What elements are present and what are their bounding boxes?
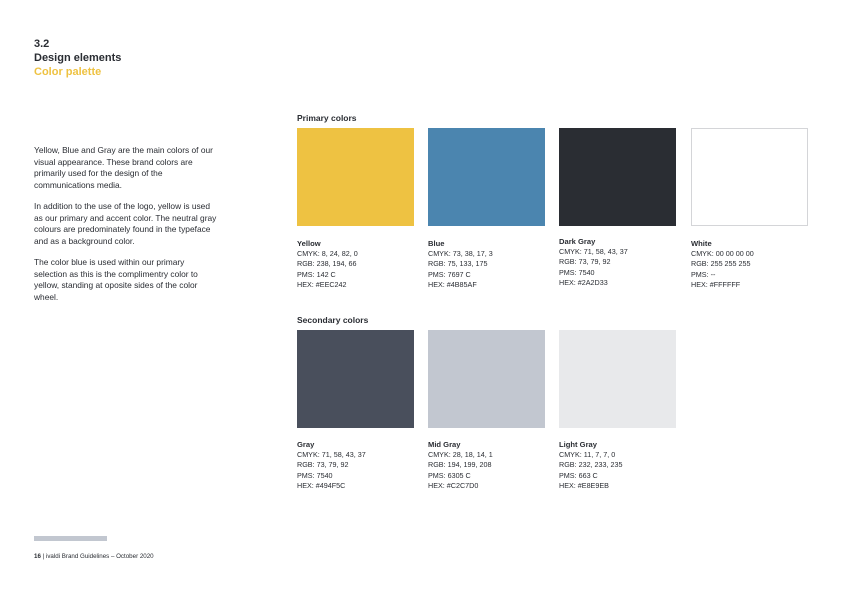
color-rgb: RGB: 194, 199, 208 <box>428 460 492 470</box>
color-pms: PMS: 7540 <box>559 267 595 277</box>
swatch-yellow <box>297 128 414 226</box>
color-info-blue <box>428 239 553 290</box>
color-hex: HEX: #2A2D33 <box>559 277 608 287</box>
swatch-light-gray <box>559 330 676 428</box>
color-info-mid-gray <box>428 440 553 491</box>
page-number: 16 <box>34 553 41 560</box>
footer-text: | ivaldi Brand Guidelines – October 2020 <box>42 553 154 560</box>
color-info-light-gray <box>559 440 684 491</box>
color-pms: PMS: 7697 C <box>428 269 471 279</box>
color-rgb: RGB: 255 255 255 <box>691 259 751 269</box>
swatch-white <box>691 128 808 226</box>
color-cmyk: CMYK: 11, 7, 7, 0 <box>559 450 616 460</box>
swatch-mid-gray <box>428 330 545 428</box>
swatch-gray <box>297 330 414 428</box>
page-header <box>34 37 121 79</box>
color-rgb: RGB: 73, 79, 92 <box>559 257 611 267</box>
swatch-dark-gray <box>559 128 676 226</box>
color-name: Light Gray <box>559 440 597 449</box>
intro-paragraph: In addition to the use of the logo, yellow is used as our primary and accent color. The neutral gray colours are predominately found in the typeface and as a background color. <box>34 201 217 246</box>
color-name: White <box>691 239 712 248</box>
color-name: Gray <box>297 440 315 449</box>
color-hex: HEX: #C2C7D0 <box>428 480 479 490</box>
color-rgb: RGB: 238, 194, 66 <box>297 259 357 269</box>
color-cmyk: CMYK: 28, 18, 14, 1 <box>428 450 493 460</box>
color-info-yellow <box>297 239 422 290</box>
swatch-blue <box>428 128 545 226</box>
color-pms: PMS: 7540 <box>297 470 333 480</box>
secondary-colors-title: Secondary colors <box>297 315 369 325</box>
color-rgb: RGB: 73, 79, 92 <box>297 460 349 470</box>
footer-divider <box>34 536 107 541</box>
page-subtitle: Color palette <box>34 66 102 78</box>
color-cmyk: CMYK: 00 00 00 00 <box>691 249 754 259</box>
color-info-dark-gray <box>559 237 684 288</box>
page-title: Design elements <box>34 52 122 64</box>
color-name: Dark Gray <box>559 237 596 246</box>
intro-paragraph: Yellow, Blue and Gray are the main colors of our visual appearance. These brand colors are primarily used for the design of the communications media. <box>34 145 213 190</box>
color-info-white <box>691 239 816 290</box>
color-hex: HEX: #FFFFFF <box>691 279 741 289</box>
intro-text <box>34 145 219 313</box>
color-pms: PMS: -- <box>691 269 716 279</box>
color-hex: HEX: #4B85AF <box>428 279 477 289</box>
primary-colors-title: Primary colors <box>297 113 357 123</box>
color-rgb: RGB: 232, 233, 235 <box>559 460 623 470</box>
color-hex: HEX: #494F5C <box>297 480 346 490</box>
intro-paragraph: The color blue is used within our primary selection as this is the complimentry color to yellow, standing at oposite sides of the color wheel. <box>34 257 198 302</box>
color-name: Blue <box>428 239 445 248</box>
color-pms: PMS: 142 C <box>297 269 336 279</box>
color-name: Yellow <box>297 239 321 248</box>
page-footer <box>34 553 154 560</box>
color-pms: PMS: 6305 C <box>428 470 471 480</box>
color-cmyk: CMYK: 73, 38, 17, 3 <box>428 249 493 259</box>
color-cmyk: CMYK: 8, 24, 82, 0 <box>297 249 358 259</box>
color-pms: PMS: 663 C <box>559 470 598 480</box>
color-cmyk: CMYK: 71, 58, 43, 37 <box>559 247 628 257</box>
color-cmyk: CMYK: 71, 58, 43, 37 <box>297 450 366 460</box>
color-hex: HEX: #E8E9EB <box>559 480 609 490</box>
color-hex: HEX: #EEC242 <box>297 279 347 289</box>
color-name: Mid Gray <box>428 440 461 449</box>
section-number: 3.2 <box>34 38 50 50</box>
color-info-gray <box>297 440 422 491</box>
color-rgb: RGB: 75, 133, 175 <box>428 259 488 269</box>
